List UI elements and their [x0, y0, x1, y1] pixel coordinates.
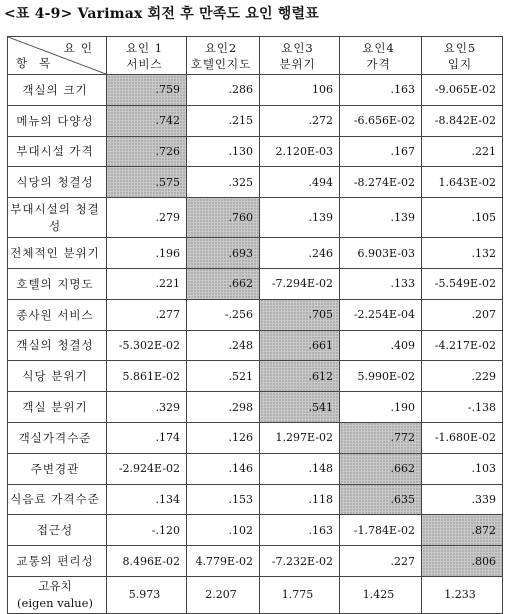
loading-cell-highlighted: .726 — [107, 136, 187, 167]
table-row — [8, 392, 503, 423]
loading-cell: .339 — [422, 484, 503, 515]
loading-cell: .221 — [422, 136, 503, 167]
loading-cell: .298 — [187, 392, 260, 423]
loading-cell: .272 — [260, 105, 340, 136]
factor-name: 요인2 — [204, 40, 238, 55]
table-row — [8, 453, 503, 484]
loading-cell: .409 — [340, 330, 422, 361]
loading-cell: .229 — [422, 361, 503, 392]
factor-label: 가격 — [366, 56, 391, 71]
loading-cell: -6.656E-02 — [340, 105, 422, 136]
loading-cell: -1.680E-02 — [422, 422, 503, 453]
loading-cell: .133 — [340, 268, 422, 299]
loading-cell: .132 — [422, 238, 503, 269]
eigenvalue-cell: 2.207 — [187, 576, 260, 613]
loading-cell-highlighted: .759 — [107, 75, 187, 106]
factor-label: 서비스 — [126, 56, 163, 71]
loading-cell: .130 — [187, 136, 260, 167]
loading-cell-highlighted: .705 — [260, 299, 340, 330]
loading-cell-highlighted: .806 — [422, 546, 503, 577]
table-body — [8, 75, 503, 614]
table-row — [8, 105, 503, 136]
factor-name: 요인 1 — [125, 40, 164, 55]
loading-cell: .105 — [422, 198, 503, 238]
item-label: 객실의 크기 — [8, 75, 107, 106]
eigenvalue-cell: 1.775 — [260, 576, 340, 613]
item-label: 접근성 — [8, 515, 107, 546]
loading-cell: .163 — [260, 515, 340, 546]
loading-cell: .207 — [422, 299, 503, 330]
loading-cell: .102 — [187, 515, 260, 546]
loading-cell: 5.861E-02 — [107, 361, 187, 392]
loading-cell: -5.302E-02 — [107, 330, 187, 361]
loading-cell: -7.294E-02 — [260, 268, 340, 299]
table-row — [8, 75, 503, 106]
table-row — [8, 238, 503, 269]
item-label: 부대시설 가격 — [8, 136, 107, 167]
eigenvalue-cell: 1.425 — [340, 576, 422, 613]
loading-cell-highlighted: .693 — [187, 238, 260, 269]
table-row — [8, 198, 503, 238]
loading-cell: .139 — [260, 198, 340, 238]
loading-cell: .103 — [422, 453, 503, 484]
loading-cell: 1.297E-02 — [260, 422, 340, 453]
loading-cell: 2.120E-03 — [260, 136, 340, 167]
item-label: 식음료 가격수준 — [8, 484, 107, 515]
item-label: 교통의 편리성 — [8, 546, 107, 577]
loading-cell-highlighted: .575 — [107, 167, 187, 198]
loading-cell-highlighted: .661 — [260, 330, 340, 361]
loading-cell: -2.924E-02 — [107, 453, 187, 484]
loading-cell: -2.254E-04 — [340, 299, 422, 330]
item-label: 식당 분위기 — [8, 361, 107, 392]
loading-cell: .146 — [187, 453, 260, 484]
loading-cell: .277 — [107, 299, 187, 330]
loading-cell: .494 — [260, 167, 340, 198]
loading-cell: .126 — [187, 422, 260, 453]
loading-cell: -8.274E-02 — [340, 167, 422, 198]
eigenvalue-label: 고유치 — [38, 578, 72, 593]
loading-cell: 8.496E-02 — [107, 546, 187, 577]
loading-cell: .227 — [340, 546, 422, 577]
loading-cell: .521 — [187, 361, 260, 392]
loading-cell: .139 — [340, 198, 422, 238]
item-label: 종사원 서비스 — [8, 299, 107, 330]
loading-cell: .248 — [187, 330, 260, 361]
loading-cell: .163 — [340, 75, 422, 106]
loading-cell: .167 — [340, 136, 422, 167]
table-row — [8, 422, 503, 453]
loading-cell: -.120 — [107, 515, 187, 546]
loading-cell: -8.842E-02 — [422, 105, 503, 136]
factor-name: 요인4 — [362, 40, 395, 55]
loading-cell: .118 — [260, 484, 340, 515]
loading-cell: -7.232E-02 — [260, 546, 340, 577]
factor-label: 호텔인지도 — [190, 56, 252, 71]
eigenvalue-label-en: (eigen value) — [17, 595, 93, 610]
loading-cell: .221 — [107, 268, 187, 299]
factor-label: 분위기 — [279, 56, 316, 71]
loading-cell: .215 — [187, 105, 260, 136]
loading-cell-highlighted: .612 — [260, 361, 340, 392]
corner-item-label: 항목 — [16, 56, 63, 70]
table-row — [8, 136, 503, 167]
loading-cell-highlighted: .772 — [340, 422, 422, 453]
table-row — [8, 515, 503, 546]
table-row — [8, 299, 503, 330]
loading-cell: .279 — [107, 198, 187, 238]
column-header-factor-3 — [260, 37, 340, 75]
loading-cell: -9.065E-02 — [422, 75, 503, 106]
loading-cell-highlighted: .872 — [422, 515, 503, 546]
loading-cell: -.138 — [422, 392, 503, 423]
factor-matrix-table — [7, 36, 503, 614]
factor-label: 입지 — [447, 56, 473, 71]
table-caption: <표 4-9> Varimax 회전 후 만족도 요인 행렬표 — [4, 6, 319, 22]
table-row — [8, 361, 503, 392]
factor-name: 요인5 — [443, 40, 477, 55]
loading-cell: 6.903E-03 — [340, 238, 422, 269]
loading-cell: 106 — [260, 75, 340, 106]
loading-cell: -.256 — [187, 299, 260, 330]
loading-cell: .190 — [340, 392, 422, 423]
item-label: 전체적인 분위기 — [8, 238, 107, 269]
factor-name: 요인3 — [281, 40, 314, 55]
item-label: 호텔의 지명도 — [8, 268, 107, 299]
column-header-factor-5 — [422, 37, 503, 75]
loading-cell: -1.784E-02 — [340, 515, 422, 546]
corner-factor-label: 요인 — [63, 41, 98, 55]
item-label: 객실 분위기 — [8, 392, 107, 423]
eigenvalue-row — [8, 576, 503, 613]
loading-cell: 4.779E-02 — [187, 546, 260, 577]
item-label: 주변경관 — [8, 453, 107, 484]
loading-cell: .153 — [187, 484, 260, 515]
loading-cell-highlighted: .541 — [260, 392, 340, 423]
header-row — [8, 37, 503, 75]
loading-cell: .148 — [260, 453, 340, 484]
loading-cell: .174 — [107, 422, 187, 453]
loading-cell: .329 — [107, 392, 187, 423]
column-header-factor-4 — [340, 37, 422, 75]
loading-cell: .325 — [187, 167, 260, 198]
table-row — [8, 268, 503, 299]
table-row — [8, 546, 503, 577]
loading-cell: 5.990E-02 — [340, 361, 422, 392]
loading-cell-highlighted: .662 — [187, 268, 260, 299]
loading-cell: 1.643E-02 — [422, 167, 503, 198]
item-label: 객실가격수준 — [8, 422, 107, 453]
loading-cell-highlighted: .662 — [340, 453, 422, 484]
loading-cell: -5.549E-02 — [422, 268, 503, 299]
table-row — [8, 167, 503, 198]
table-row — [8, 330, 503, 361]
eigenvalue-cell: 5.973 — [107, 576, 187, 613]
loading-cell: .286 — [187, 75, 260, 106]
item-label: 식당의 청결성 — [8, 167, 107, 198]
item-label: 부대시설의 청결성 — [8, 198, 107, 238]
loading-cell: .246 — [260, 238, 340, 269]
loading-cell-highlighted: .760 — [187, 198, 260, 238]
loading-cell: .196 — [107, 238, 187, 269]
column-header-factor-2 — [187, 37, 260, 75]
loading-cell: -4.217E-02 — [422, 330, 503, 361]
corner-header-cell — [8, 37, 107, 75]
item-label: 객실의 청결성 — [8, 330, 107, 361]
loading-cell-highlighted: .742 — [107, 105, 187, 136]
column-header-factor-1 — [107, 37, 187, 75]
table-row — [8, 484, 503, 515]
eigenvalue-label-cell — [8, 576, 107, 613]
loading-cell-highlighted: .635 — [340, 484, 422, 515]
item-label: 메뉴의 다양성 — [8, 105, 107, 136]
eigenvalue-cell: 1.233 — [422, 576, 503, 613]
loading-cell: .134 — [107, 484, 187, 515]
